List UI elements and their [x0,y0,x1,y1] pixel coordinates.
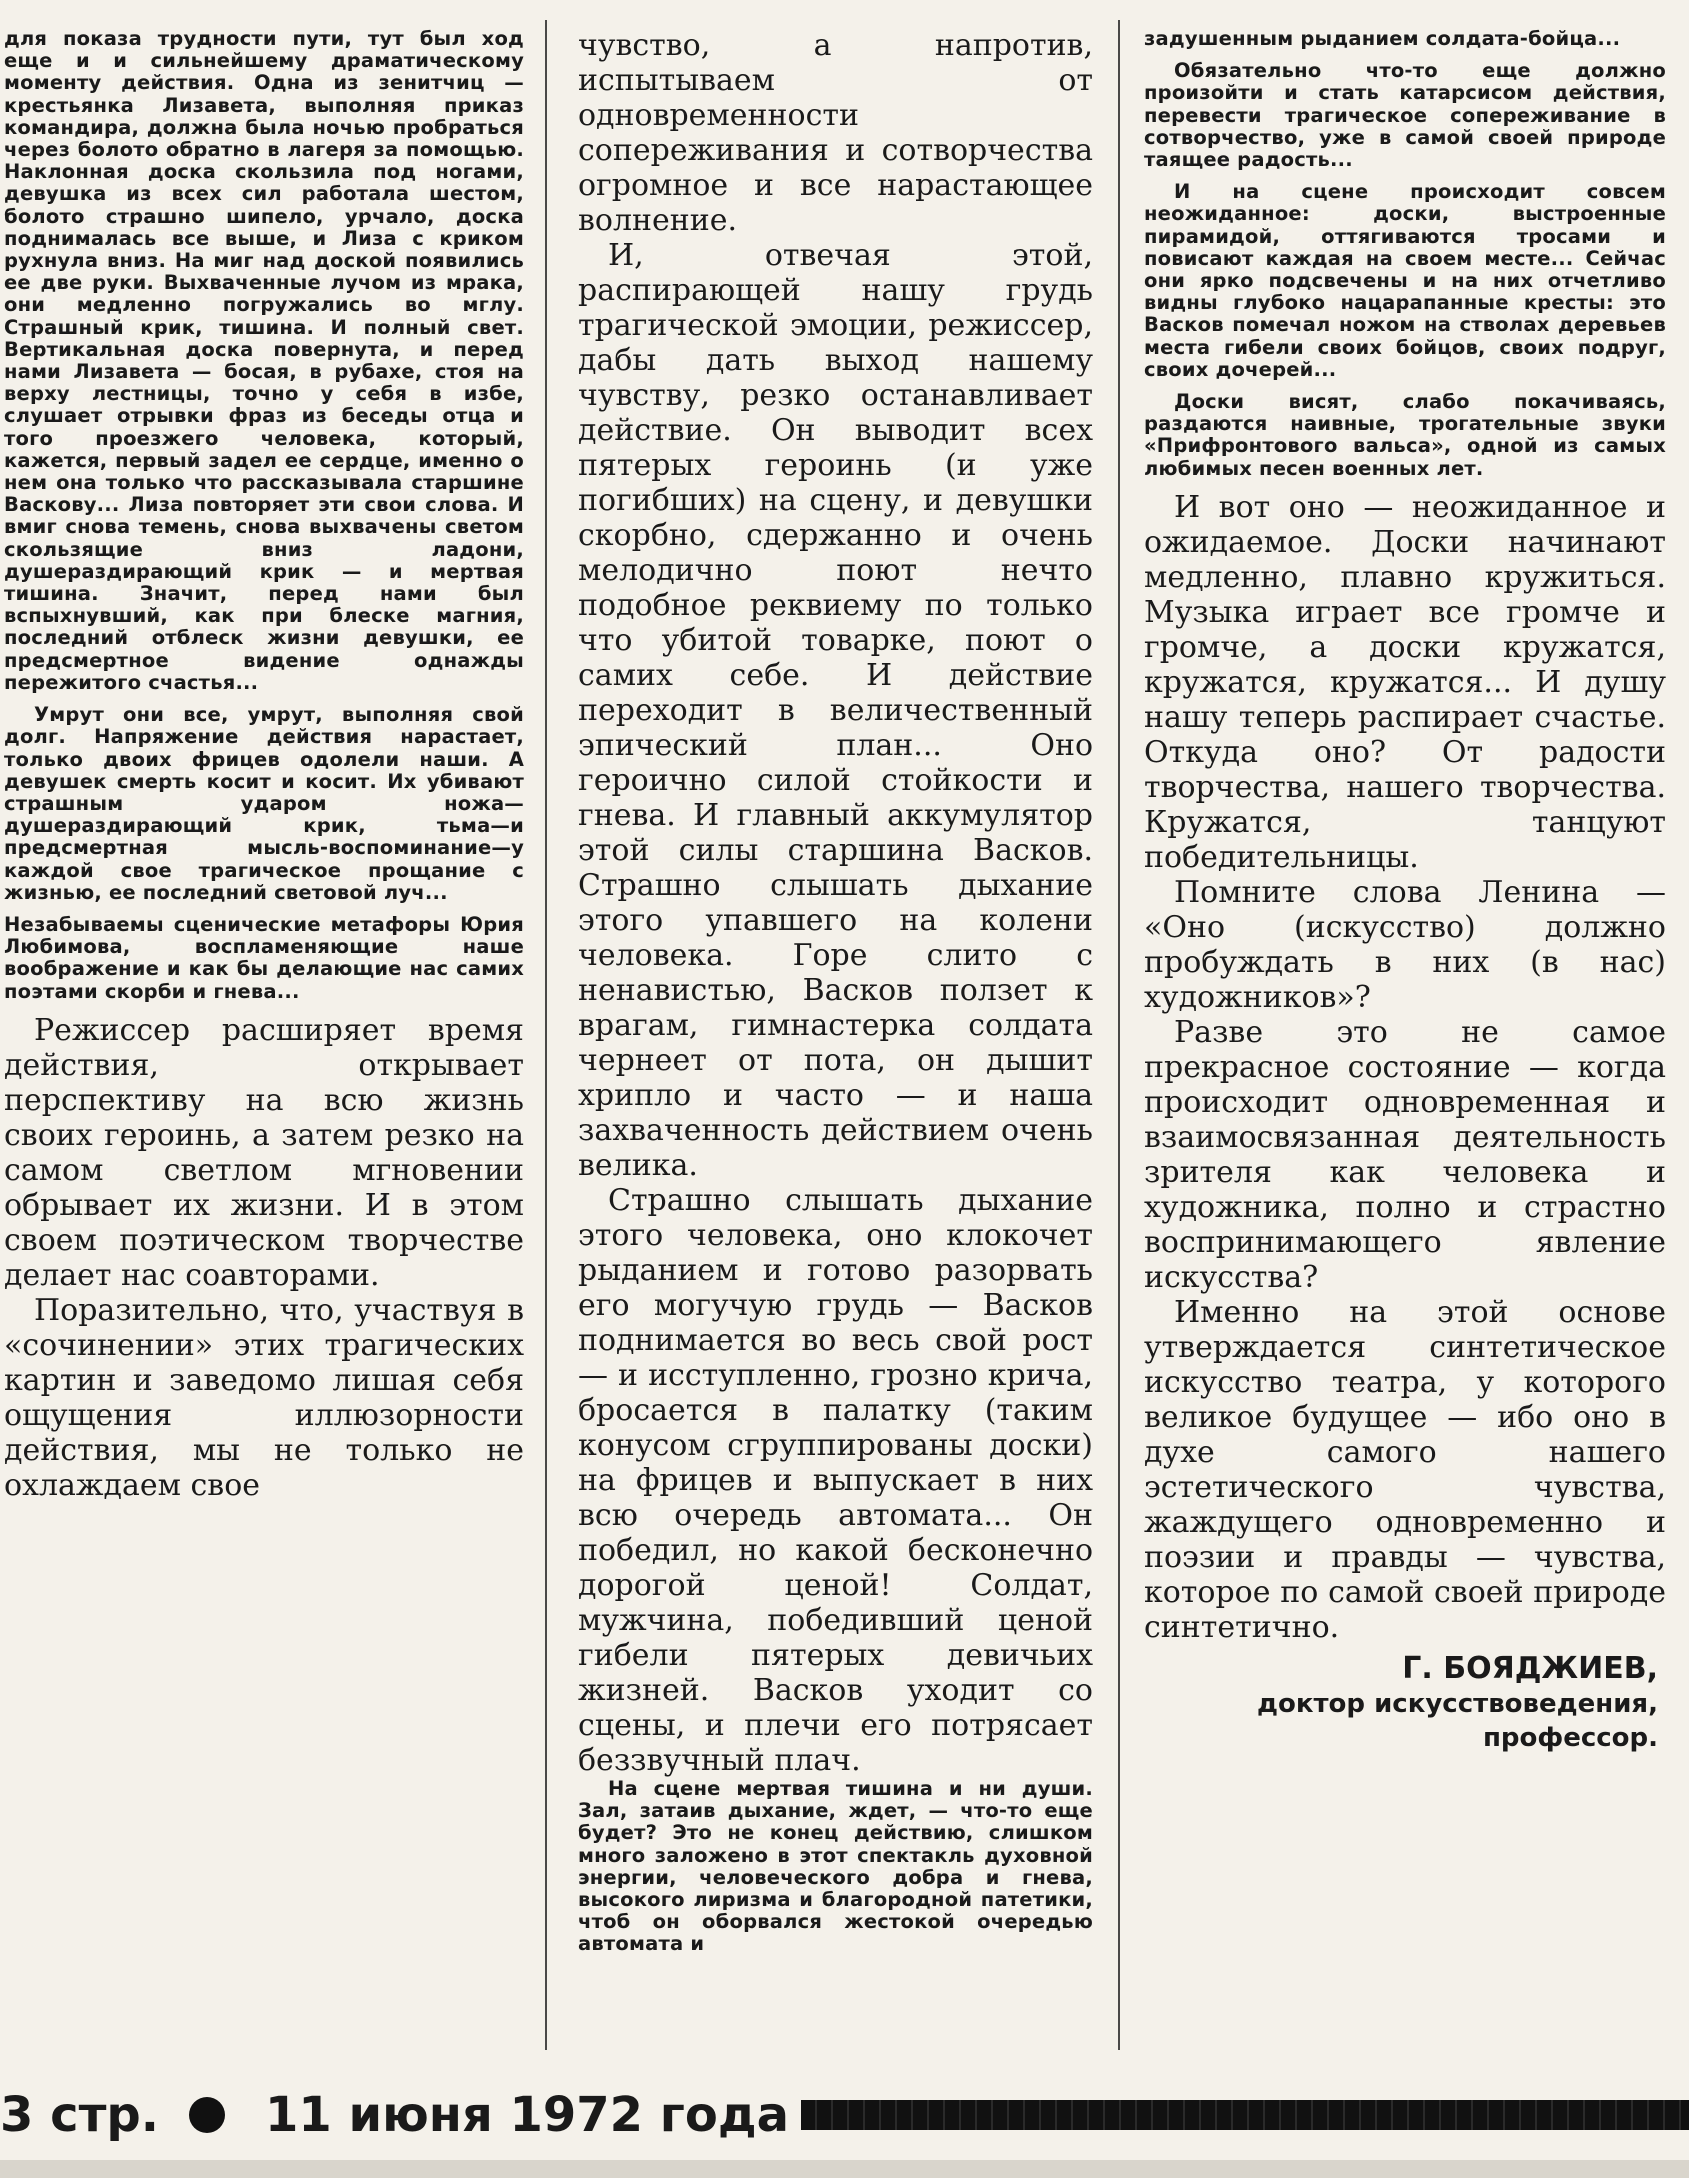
lead-paragraph: задушенным рыданием солдата-бойца... [1144,28,1621,50]
issue-date: 11 июня 1972 года [264,2087,789,2143]
lead-paragraph: Незабываемы сценические метафоры Юрия Любимова, воспламеняющие наше воображение и как бы делающие нас самих поэтами скорби и гнева... [4,912,524,1003]
body-paragraph: чувство, а напротив, испытываем от одновременности сопереживания и сотворчества огромное и все нарастающее волнение. [578,28,1093,238]
page-edge [0,2160,1689,2178]
author-rank: профессор. [1482,1722,1658,1753]
body-paragraph: И, отвечая этой, распирающей нашу грудь трагической эмоции, режиссер, дабы дать выход нашему чувству, резко останавливает действие. Он выводит всех пятерых героинь (и уже погибших) на сцену, и девушки скорбно, сдержанно и очень мелодично поют нечто подобное реквиему по только что убитой товарке, поют о самих себе. И действие переходит в величественный эпический план... Оно героично силой стойкости и гнева. И главный аккумулятор этой силы старшина Васков. Страшно слышать дыхание этого упавшего на колени человека. Горе слито с ненавистью, Васков ползет к врагам, гимнастерка солдата чернеет от пота, он дышит хрипло и часто — и наша захваченность действием очень велика. [578,238,1093,1183]
article-column-3 [1144,28,1666,1755]
author-name: Г. БОЯДЖИЕВ, [1402,1650,1658,1686]
article-column-2 [578,28,1093,1966]
page-footer [0,2080,1689,2150]
author-signature [1144,1651,1658,1755]
column-3-body [1144,28,1666,1645]
lead-paragraph: Обязательно что-то еще должно произойти и стать катарсисом действия, перевести трагическое сопереживание в сотворчество, уже в самой своей природе таящее радость... [1144,59,1666,172]
bullet-icon [189,2097,225,2133]
lead-paragraph: На сцене мертвая тишина и ни души. Зал, затаив дыхание, ждет, — что-то еще будет? Это не конец действию, слишком много заложено в этот спектакль духовной энергии, человеческого добра и гнева, высокого лиризма и благородной патетики, чтоб он оборвался жестокой очередью автомата и [578,1777,1093,1956]
article-column-1 [4,28,524,1503]
lead-paragraph: Доски висят, слабо покачиваясь, раздаются наивные, трогательные звуки «Прифронтового вальса», одной из самых любимых песен военных лет. [1144,390,1666,480]
body-paragraph: Именно на этой основе утверждается синтетическое искусство театра, у которого великое будущее — ибо оно в духе самого нашего эстетического чувства, жаждущего одновременно и поэзии и правды — чувства, которое по самой своей природе синтетично. [1144,1294,1666,1645]
body-paragraph: Разве это не самое прекрасное состояние — когда происходит одновременная и взаимосвязанная деятельность зрителя как человека и художника, полно и страстно воспринимающего явление искусства? [1144,1014,1666,1295]
page-number: 3 стр. [0,2087,159,2143]
body-paragraph: Страшно слышать дыхание этого человека, оно клокочет рыданием и готово разорвать его могучую грудь — Васков поднимается во весь свой рост — и исступленно, грозно крича, бросается в палатку (таким конусом сгруппированы доски) на фрицев и выпускает в них всю очередь автомата... Он победил, но какой бесконечно дорогой ценой! Солдат, мужчина, победивший ценой гибели пятерых девичьих жизней. Васков уходит со сцены, и плечи его потрясает беззвучный плач. [578,1183,1093,1778]
body-paragraph: Поразительно, что, участвуя в «сочинении» этих трагических картин и заведомо лишая себя ощущения иллюзорности действия, мы не только не охлаждаем свое [4,1292,524,1503]
column-divider [545,20,547,2050]
lead-paragraph: для показа трудности пути, тут был ход еще и и сильнейшему драматическому моменту действия. Одна из зенитчиц — крестьянка Лизавета, выполняя приказ командира, должна была ночью пробраться через болото обратно в лагеря за помощью. Наклонная доска скользила под ногами, девушка из всех сил работала шестом, болото страшно шипело, урчало, доска поднималась все выше, и Лиза с криком рухнула вниз. На миг над доской появились ее две руки. Выхваченные лучом из мрака, они медленно погружались во мглу. Страшный крик, тишина. И полный свет. Вертикальная доска повернута, и перед нами Лизавета — босая, в рубахе, стоя на верху лестницы, точно у себя в избе, слушает отрывки фраз из беседы отца и того проезжего человека, который, кажется, первый задел ее сердце, именно о нем она только что рассказывала старшине Васкову... Лиза повторяет эти свои слова. И вмиг снова темень, снова выхвачены светом скользящие вниз ладони, душераздирающий крик — и мертвая тишина. Значит, перед нами был вспыхнувший, как при блеске магния, последний отблеск жизни девушки, ее предсмертное видение однажды пережитого счастья... [4,28,524,694]
lead-paragraph: Умрут они все, умрут, выполняя свой долг. Напряжение действия нарастает, только двоих фрицев одолели наши. А девушек смерть косит и косит. Их убивают страшным ударом ножа—душераздирающий крик, тьма—и предсмертная мысль-воспоминание—у каждой свое трагическое прощание с жизнью, ее последний световой луч... [4,703,524,904]
body-paragraph: Режиссер расширяет время действия, открывает перспективу на всю жизнь своих героинь, а затем резко на самом светлом мгновении обрывает их жизни. И в этом своем поэтическом творчестве делает нас соавторами. [4,1012,524,1293]
body-paragraph: Помните слова Ленина — «Оно (искусство) должно пробуждать в них (в нас) художников»? [1144,874,1666,1015]
footer-text [0,2085,789,2145]
body-paragraph: И вот оно — неожиданное и ожидаемое. Доски начинают медленно, плавно кружиться. Музыка играет все громче и громче, а доски кружатся, кружатся, кружатся... И душу нашу теперь распирает счастье. Откуда оно? От радости творчества, нашего творчества. Кружатся, танцуют победительницы. [1144,489,1666,875]
lead-paragraph: И на сцене происходит совсем неожиданное: доски, выстроенные пирамидой, оттягиваются тросами и повисают каждая на своем месте... Сейчас они ярко подсвечены и на них отчетливо видны глубоко нацарапанные кресты: это Васков помечал ножом на стволах деревьев места гибели своих бойцов, своих подруг, своих дочерей... [1144,180,1666,381]
footer-rule [801,2100,1689,2130]
author-title: доктор искусствоведения, [1256,1688,1658,1719]
column-divider [1118,20,1120,2050]
